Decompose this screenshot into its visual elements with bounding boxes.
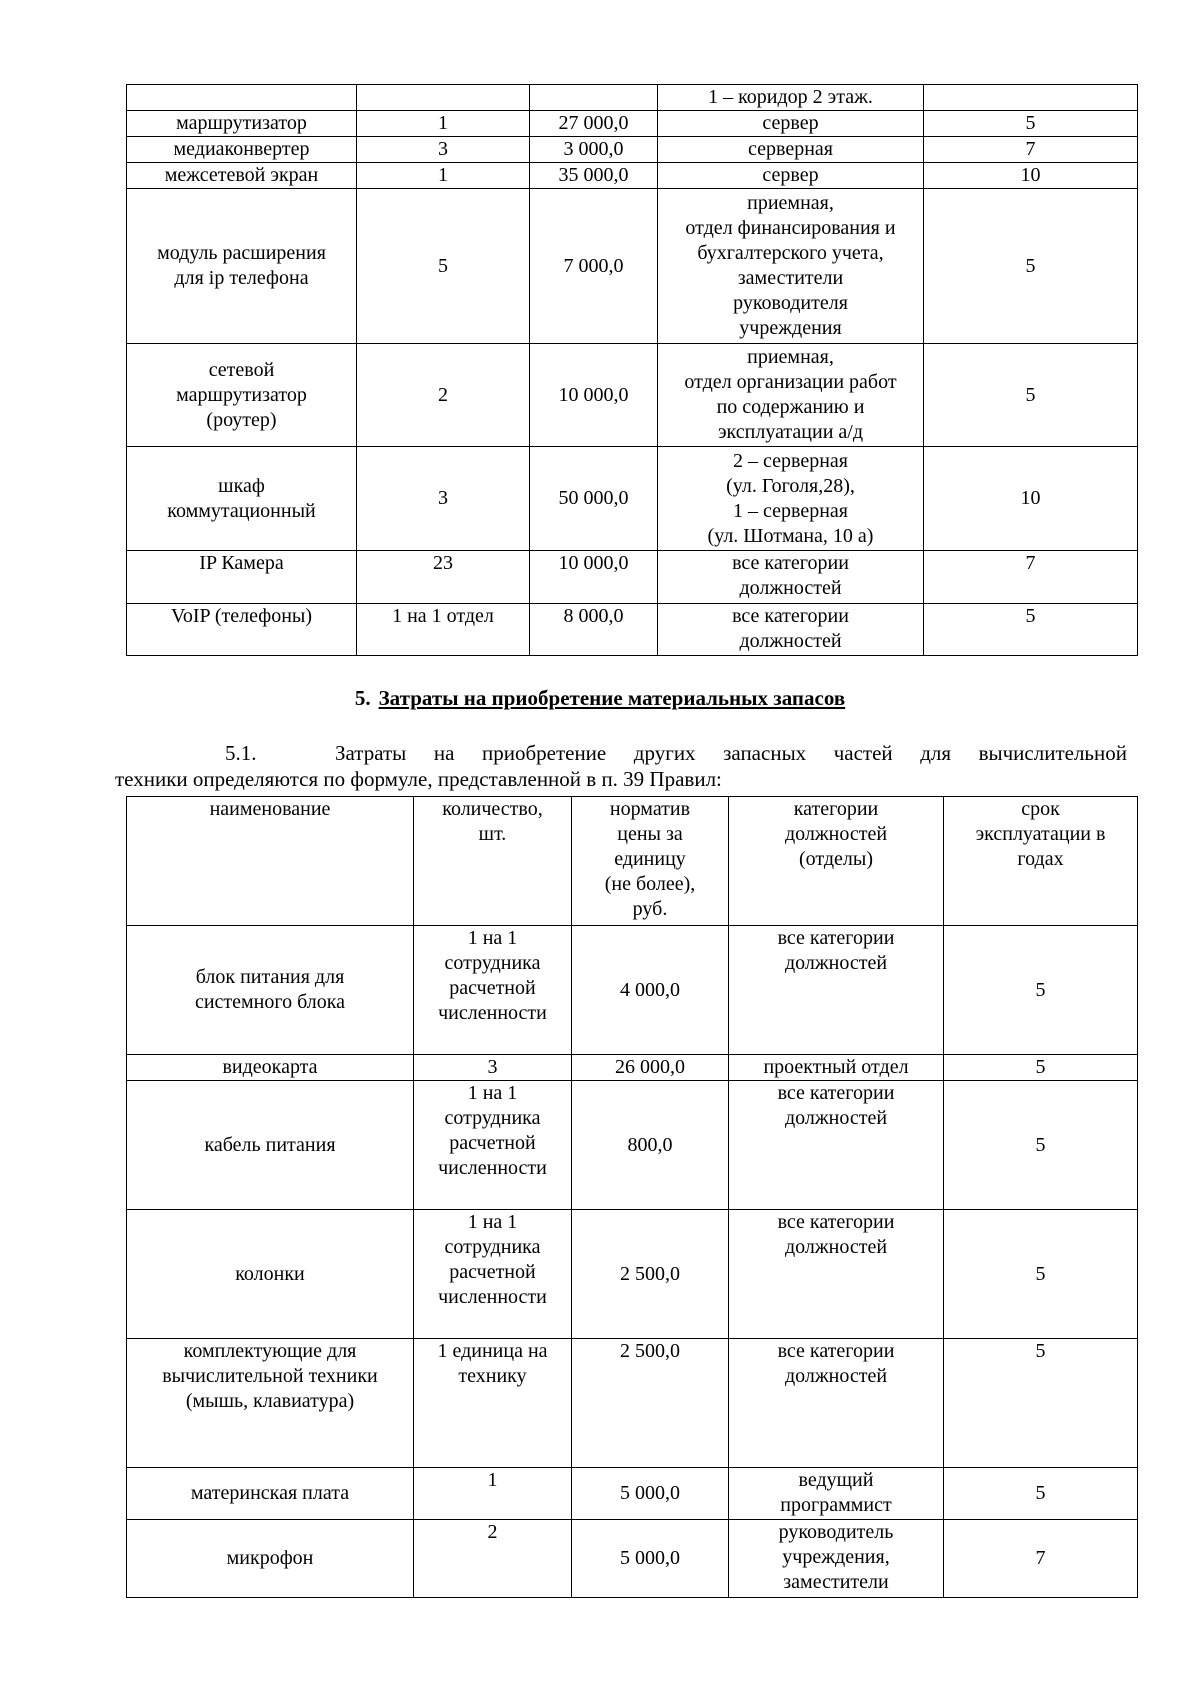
cell-qty: 1 единица на технику [414,1339,572,1468]
paragraph-line-1: Затраты на приобретение других запасных частей для вычислительной [335,741,1127,765]
cell-term: 5 [944,1468,1138,1520]
cell-name: микрофон [127,1520,414,1598]
cell-price: 26 000,0 [572,1055,729,1081]
header-row [127,797,1138,926]
cell-dept: приемная, отдел организации работ по содержанию и эксплуатации а/д [658,344,924,447]
table-row [127,447,1138,551]
cell-name: модуль расширения для ip телефона [127,189,357,344]
cell-price: 4 000,0 [572,926,729,1055]
cell-term: 5 [924,344,1138,447]
cell-term: 10 [924,163,1138,189]
table-row [127,551,1138,604]
table-row [127,1210,1138,1339]
cell-name: блок питания для системного блока [127,926,414,1055]
cell-qty: 1 [414,1468,572,1520]
cell-price: 10 000,0 [530,551,658,604]
table-row [127,1339,1138,1468]
cell-name: комплектующие для вычислительной техники (мышь, клавиатура) [127,1339,414,1468]
cell-dept: серверная [658,137,924,163]
cell-dept: все категории должностей [658,551,924,604]
header-dept: категории должностей (отделы) [729,797,944,926]
table-row [127,111,1138,137]
cell-term: 5 [924,111,1138,137]
cell-dept: руководитель учреждения, заместители [729,1520,944,1598]
cell-qty: 2 [357,344,530,447]
cell-qty: 2 [414,1520,572,1598]
cell-price: 35 000,0 [530,163,658,189]
cell-dept: все категории должностей [658,604,924,656]
cell-price: 2 500,0 [572,1339,729,1468]
section-title: Затраты на приобретение материальных запасов [378,686,846,710]
cell-price: 10 000,0 [530,344,658,447]
table-row [127,604,1138,656]
cell-qty: 3 [414,1055,572,1081]
equipment-table [126,84,1138,656]
cell-term: 10 [924,447,1138,551]
cell-qty: 1 на 1 сотрудника расчетной численности [414,926,572,1055]
cell-price: 5 000,0 [572,1520,729,1598]
cell-name: кабель питания [127,1081,414,1210]
cell-dept: приемная, отдел финансирования и бухгалтерского учета, заместители руководителя учреждения [658,189,924,344]
table-row [127,163,1138,189]
cell-name [127,85,357,111]
cell-name: медиаконвертер [127,137,357,163]
table-row [127,85,1138,111]
cell-dept: все категории должностей [729,926,944,1055]
cell-qty [357,85,530,111]
header-name: наименование [127,797,414,926]
cell-term: 5 [944,926,1138,1055]
table-row [127,137,1138,163]
cell-qty: 3 [357,447,530,551]
cell-term: 5 [944,1055,1138,1081]
paragraph-line-2: техники определяются по формуле, представленной в п. 39 Правил: [115,767,722,791]
cell-name: IP Камера [127,551,357,604]
cell-dept: все категории должностей [729,1210,944,1339]
cell-dept: ведущий программист [729,1468,944,1520]
cell-term: 7 [944,1520,1138,1598]
cell-price: 5 000,0 [572,1468,729,1520]
table-row [127,344,1138,447]
header-qty: количество, шт. [414,797,572,926]
cell-term: 5 [944,1339,1138,1468]
cell-name: маршрутизатор [127,111,357,137]
cell-dept: 1 – коридор 2 этаж. [658,85,924,111]
cell-dept: проектный отдел [729,1055,944,1081]
cell-name: материнская плата [127,1468,414,1520]
header-term: срок эксплуатации в годах [944,797,1138,926]
table-row [127,189,1138,344]
cell-price: 8 000,0 [530,604,658,656]
cell-term: 7 [924,137,1138,163]
cell-price: 2 500,0 [572,1210,729,1339]
cell-term: 5 [944,1081,1138,1210]
table-row [127,1055,1138,1081]
cell-dept: все категории должностей [729,1339,944,1468]
cell-term [924,85,1138,111]
cell-name: колонки [127,1210,414,1339]
cell-dept: все категории должностей [729,1081,944,1210]
spare-parts-table [126,796,1138,1598]
cell-dept: 2 – серверная (ул. Гоголя,28), 1 – серверная (ул. Шотмана, 10 а) [658,447,924,551]
cell-term: 5 [944,1210,1138,1339]
cell-dept: сервер [658,163,924,189]
cell-qty: 5 [357,189,530,344]
cell-dept: сервер [658,111,924,137]
header-price: норматив цены за единицу (не более), руб. [572,797,729,926]
table-row [127,1081,1138,1210]
cell-term: 5 [924,604,1138,656]
cell-price: 800,0 [572,1081,729,1210]
cell-price: 7 000,0 [530,189,658,344]
cell-name: VoIP (телефоны) [127,604,357,656]
cell-name: сетевой маршрутизатор (роутер) [127,344,357,447]
table-row [127,1468,1138,1520]
cell-term: 5 [924,189,1138,344]
cell-term: 7 [924,551,1138,604]
cell-qty: 23 [357,551,530,604]
paragraph-number: 5.1. [225,741,257,765]
paragraph-5-1 [115,740,1127,792]
section-heading [0,686,1200,711]
table-row [127,1520,1138,1598]
cell-qty: 1 [357,111,530,137]
cell-price: 27 000,0 [530,111,658,137]
table-row [127,926,1138,1055]
cell-name: межсетевой экран [127,163,357,189]
cell-qty: 1 [357,163,530,189]
cell-price: 3 000,0 [530,137,658,163]
section-number: 5. [354,686,371,710]
cell-price: 50 000,0 [530,447,658,551]
cell-name: видеокарта [127,1055,414,1081]
cell-qty: 3 [357,137,530,163]
cell-qty: 1 на 1 сотрудника расчетной численности [414,1210,572,1339]
cell-qty: 1 на 1 сотрудника расчетной численности [414,1081,572,1210]
cell-price [530,85,658,111]
cell-name: шкаф коммутационный [127,447,357,551]
cell-qty: 1 на 1 отдел [357,604,530,656]
